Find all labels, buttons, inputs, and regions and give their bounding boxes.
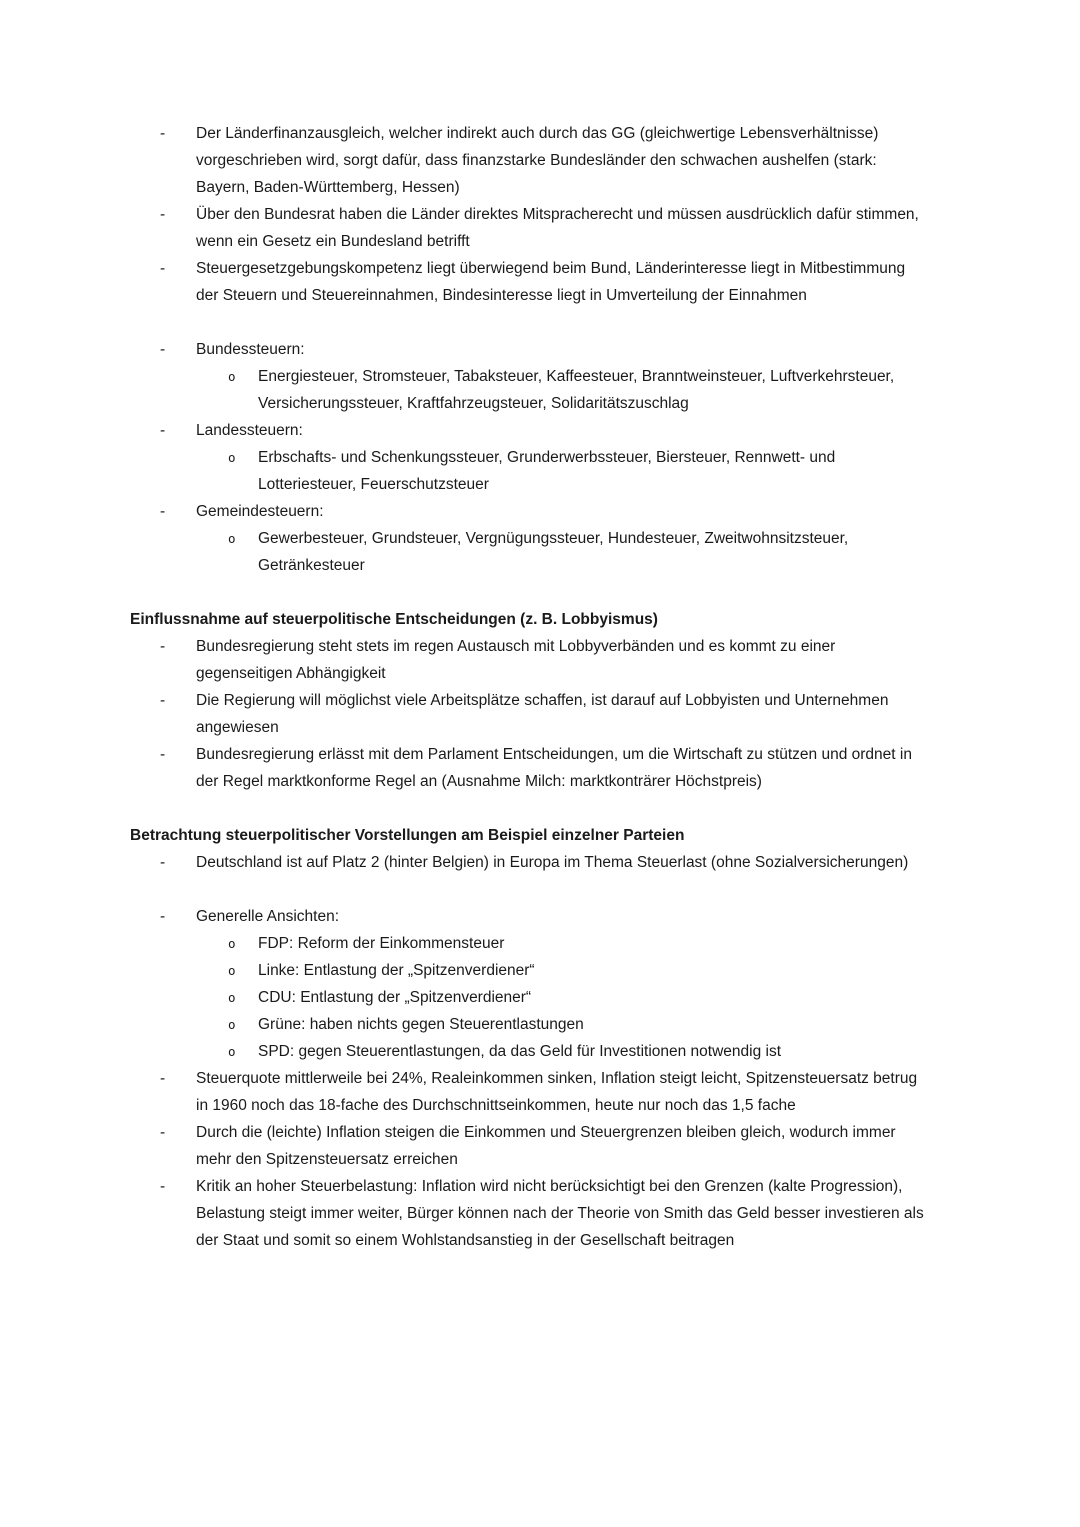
dash-bullet-marker: - xyxy=(160,746,166,763)
bullet-item-level1 xyxy=(160,633,930,687)
dash-bullet-marker: - xyxy=(160,908,166,925)
bullet-text: Steuerquote mittlerweile bei 24%, Realeinkommen sinken, Inflation steigt leicht, Spitzensteuersatz betrug in 1960 noch das 18-fache des Durchschnittseinkommen, heute nur noch das 1,5 fache xyxy=(196,1070,918,1114)
dash-bullet-marker: - xyxy=(160,422,166,439)
circle-bullet-marker: o xyxy=(228,1017,236,1032)
bullet-text: Erbschafts- und Schenkungssteuer, Grunderwerbssteuer, Biersteuer, Rennwett- und Lotteriesteuer, Feuerschutzsteuer xyxy=(258,449,836,493)
bullet-item-level1 xyxy=(160,1065,930,1119)
circle-bullet-marker: o xyxy=(228,936,236,951)
bullet-item-level1 xyxy=(160,201,930,255)
paragraph-gap xyxy=(130,309,930,336)
circle-bullet-marker: o xyxy=(228,369,236,384)
bullet-text: FDP: Reform der Einkommensteuer xyxy=(258,935,505,952)
circle-bullet-marker: o xyxy=(228,990,236,1005)
circle-bullet-marker: o xyxy=(228,963,236,978)
dash-bullet-marker: - xyxy=(160,206,166,223)
bullet-item-level1 xyxy=(160,849,930,876)
bullet-text: Bundessteuern: xyxy=(196,341,305,358)
paragraph-gap xyxy=(130,795,930,822)
bullet-text: Grüne: haben nichts gegen Steuerentlastungen xyxy=(258,1016,584,1033)
bullet-item-level2 xyxy=(228,930,930,957)
bullet-text: Die Regierung will möglichst viele Arbeitsplätze schaffen, ist darauf auf Lobbyisten und Unternehmen angewiesen xyxy=(196,692,889,736)
dash-bullet-marker: - xyxy=(160,260,166,277)
bullet-text: Deutschland ist auf Platz 2 (hinter Belgien) in Europa im Thema Steuerlast (ohne Sozialversicherungen) xyxy=(196,854,909,871)
bullet-text: Bundesregierung steht stets im regen Austausch mit Lobbyverbänden und es kommt zu einer gegenseitigen Abhängigkeit xyxy=(196,638,836,682)
bullet-text: Gewerbesteuer, Grundsteuer, Vergnügungssteuer, Hundesteuer, Zweitwohnsitzsteuer, Getränkesteuer xyxy=(258,530,849,574)
bullet-item-level1 xyxy=(160,687,930,741)
dash-bullet-marker: - xyxy=(160,341,166,358)
paragraph-gap xyxy=(130,579,930,606)
section-heading: Einflussnahme auf steuerpolitische Entscheidungen (z. B. Lobbyismus) xyxy=(130,611,658,628)
bullet-item-level1 xyxy=(160,1119,930,1173)
dash-bullet-marker: - xyxy=(160,125,166,142)
bullet-item-level2 xyxy=(228,1038,930,1065)
bullet-item-level1 xyxy=(160,1173,930,1254)
bullet-item-level1 xyxy=(160,255,930,309)
bullet-text: Über den Bundesrat haben die Länder direktes Mitspracherecht und müssen ausdrücklich dafür stimmen, wenn ein Gesetz ein Bundesland betrifft xyxy=(196,206,919,250)
dash-bullet-marker: - xyxy=(160,638,166,655)
dash-bullet-marker: - xyxy=(160,1124,166,1141)
bullet-item-level2 xyxy=(228,444,930,498)
dash-bullet-marker: - xyxy=(160,1178,166,1195)
bullet-text: Generelle Ansichten: xyxy=(196,908,340,925)
paragraph-gap xyxy=(130,876,930,903)
circle-bullet-marker: o xyxy=(228,1044,236,1059)
bullet-text: Kritik an hoher Steuerbelastung: Inflation wird nicht berücksichtigt bei den Grenzen (kalte Progression), Belastung steigt immer weiter, Bürger können nach der Theorie von Smith das Geld besser investieren als der Staat und somit so einem Wohlstandsanstieg in der Gesellschaft beitragen xyxy=(196,1178,924,1249)
bullet-item-level1 xyxy=(160,120,930,201)
bullet-item-level1 xyxy=(160,498,930,525)
circle-bullet-marker: o xyxy=(228,450,236,465)
bullet-text: Bundesregierung erlässt mit dem Parlament Entscheidungen, um die Wirtschaft zu stützen und ordnet in der Regel marktkonforme Regel an (Ausnahme Milch: marktkonträrer Höchstpreis) xyxy=(196,746,912,790)
bullet-text: Gemeindesteuern: xyxy=(196,503,324,520)
bullet-item-level1 xyxy=(160,741,930,795)
bullet-item-level2 xyxy=(228,525,930,579)
dash-bullet-marker: - xyxy=(160,1070,166,1087)
bullet-item-level2 xyxy=(228,363,930,417)
bullet-text: Durch die (leichte) Inflation steigen die Einkommen und Steuergrenzen bleiben gleich, wodurch immer mehr den Spitzensteuersatz erreichen xyxy=(196,1124,896,1168)
dash-bullet-marker: - xyxy=(160,692,166,709)
bullet-item-level1 xyxy=(160,336,930,363)
bullet-text: CDU: Entlastung der „Spitzenverdiener“ xyxy=(258,989,532,1006)
dash-bullet-marker: - xyxy=(160,854,166,871)
circle-bullet-marker: o xyxy=(228,531,236,546)
section-heading: Betrachtung steuerpolitischer Vorstellungen am Beispiel einzelner Parteien xyxy=(130,827,685,844)
bullet-text: Steuergesetzgebungskompetenz liegt überwiegend beim Bund, Länderinteresse liegt in Mitbestimmung der Steuern und Steuereinnahmen, Bindesinteresse liegt in Umverteilung der Einnahmen xyxy=(196,260,906,304)
bullet-text: Energiesteuer, Stromsteuer, Tabaksteuer, Kaffeesteuer, Branntweinsteuer, Luftverkehrsteuer, Versicherungssteuer, Kraftfahrzeugsteuer, Solidaritätszuschlag xyxy=(258,368,895,412)
bullet-text: Der Länderfinanzausgleich, welcher indirekt auch durch das GG (gleichwertige Lebensverhältnisse) vorgeschrieben wird, sorgt dafür, dass finanzstarke Bundesländer den schwachen aushelfen (stark: Bayern, Baden-Württemberg, Hessen) xyxy=(196,125,879,196)
dash-bullet-marker: - xyxy=(160,503,166,520)
bullet-text: Landessteuern: xyxy=(196,422,303,439)
bullet-text: SPD: gegen Steuerentlastungen, da das Geld für Investitionen notwendig ist xyxy=(258,1043,782,1060)
bullet-item-level2 xyxy=(228,984,930,1011)
bullet-item-level2 xyxy=(228,1011,930,1038)
bullet-item-level1 xyxy=(160,417,930,444)
bullet-item-level1 xyxy=(160,903,930,930)
bullet-item-level2 xyxy=(228,957,930,984)
bullet-text: Linke: Entlastung der „Spitzenverdiener“ xyxy=(258,962,535,979)
